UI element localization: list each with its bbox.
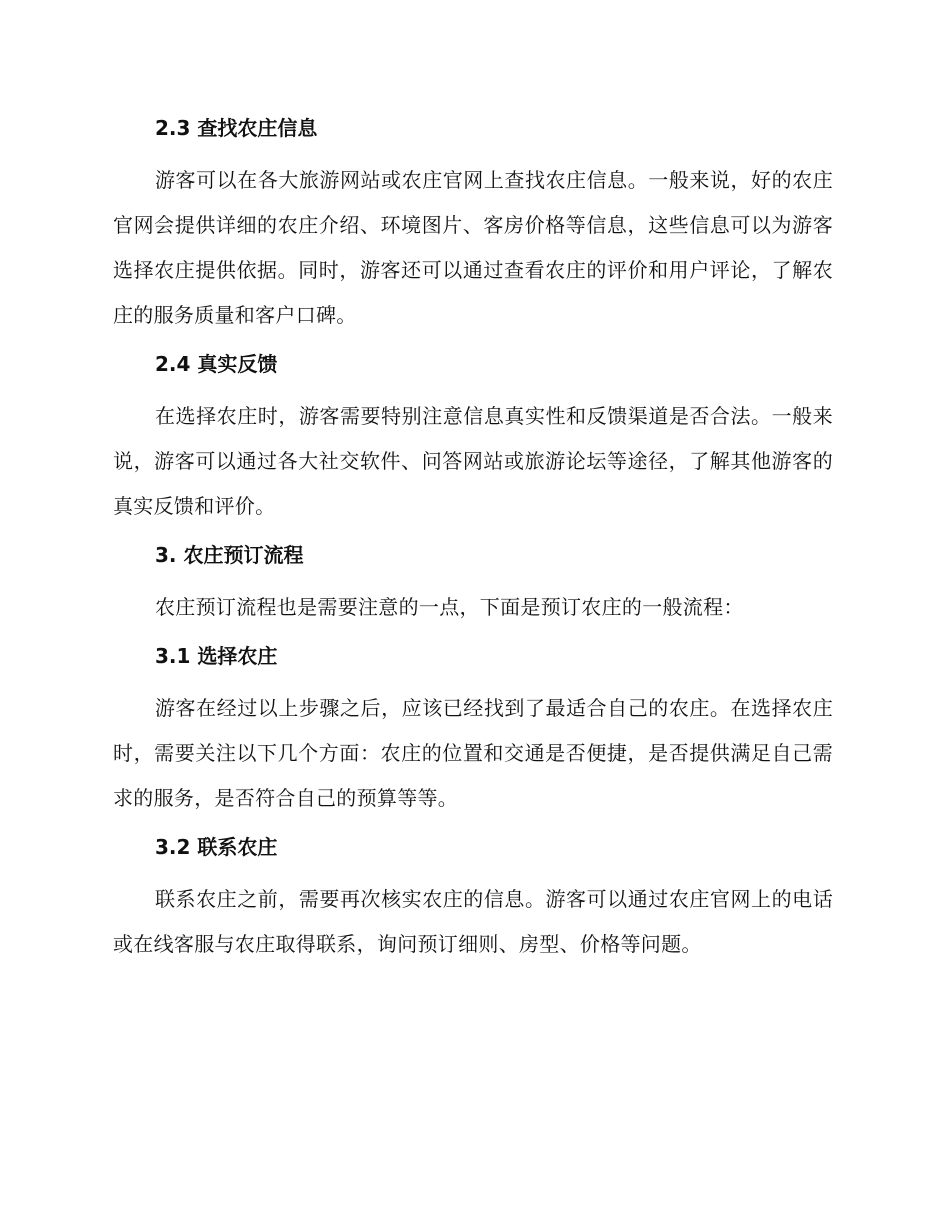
section-heading-2-3: 2.3 查找农庄信息	[155, 116, 318, 140]
document-body	[113, 112, 833, 967]
section-heading-3-2: 3.2 联系农庄	[155, 835, 278, 859]
section-heading-3-1: 3.1 选择农庄	[155, 644, 278, 668]
section-paragraph-2-3: 游客可以在各大旅游网站或农庄官网上查找农庄信息。一般来说，好的农庄官网会提供详细的农庄介绍、环境图片、客房价格等信息，这些信息可以为游客选择农庄提供依据。同时，游客还可以通过查看农庄的评价和用户评论，了解农庄的服务质量和客户口碑。	[113, 168, 833, 327]
section-paragraph-2-4: 在选择农庄时，游客需要特别注意信息真实性和反馈渠道是否合法。一般来说，游客可以通过各大社交软件、问答网站或旅游论坛等途径，了解其他游客的真实反馈和评价。	[113, 404, 833, 518]
section-paragraph-3: 农庄预订流程也是需要注意的一点，下面是预订农庄的一般流程：	[155, 595, 744, 619]
section-paragraph-3-2: 联系农庄之前，需要再次核实农庄的信息。游客可以通过农庄官网上的电话或在线客服与农庄取得联系，询问预订细则、房型、价格等问题。	[113, 887, 833, 956]
section-paragraph-3-1: 游客在经过以上步骤之后，应该已经找到了最适合自己的农庄。在选择农庄时，需要关注以下几个方面：农庄的位置和交通是否便捷，是否提供满足自己需求的服务，是否符合自己的预算等等。	[113, 696, 833, 810]
section-heading-2-4: 2.4 真实反馈	[155, 352, 278, 376]
section-heading-3: 3. 农庄预订流程	[155, 543, 304, 567]
